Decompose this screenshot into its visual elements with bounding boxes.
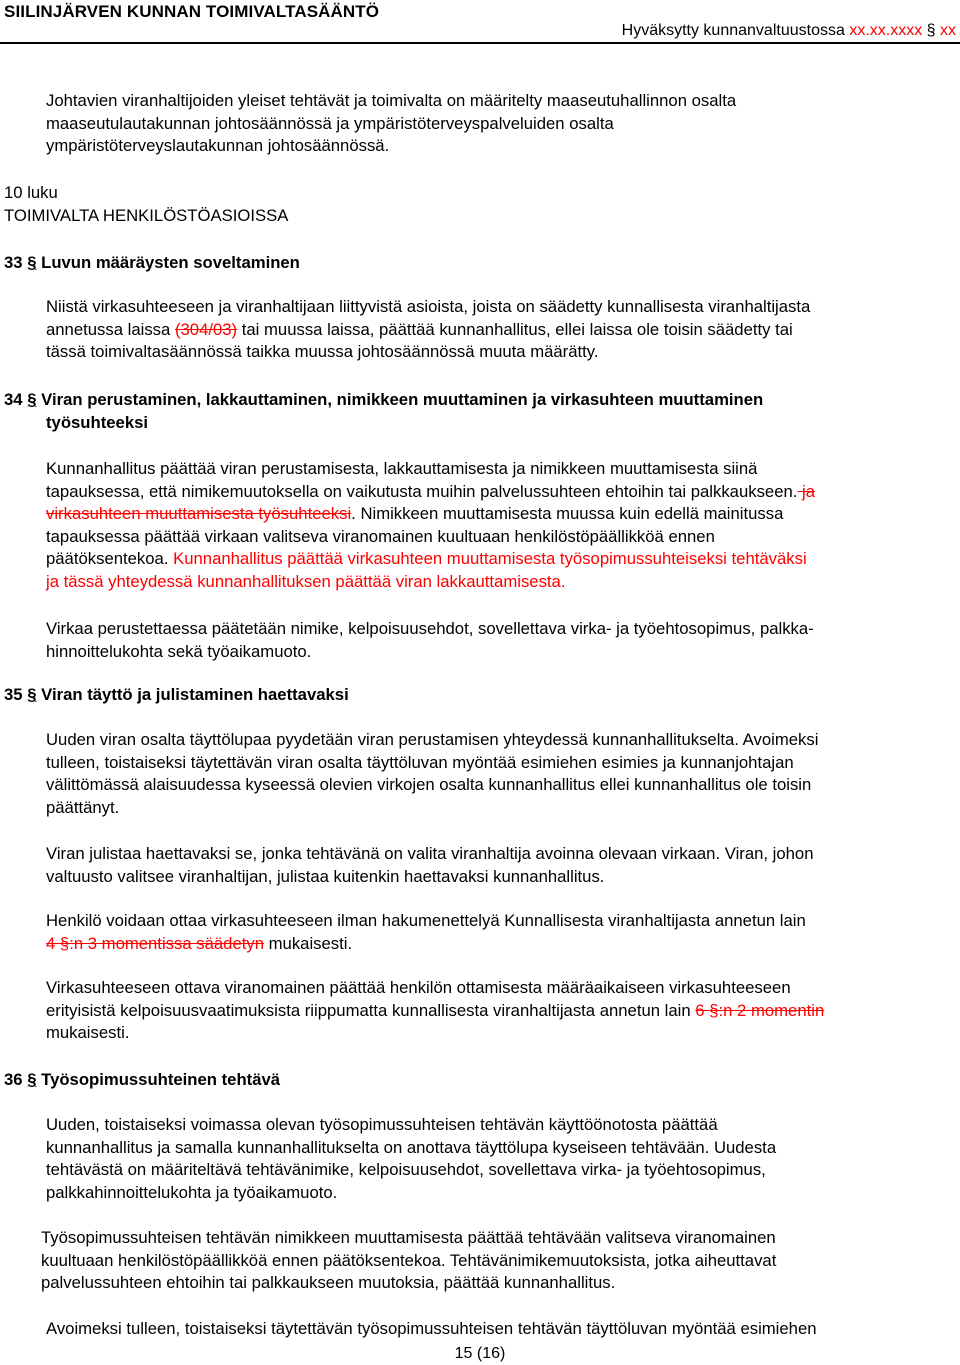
text-span: . Nimikkeen muuttamisesta muussa kuin edellä mainitussa — [351, 504, 784, 524]
text-line: Kunnanhallitus päättää viran perustamisesta, lakkauttamisesta ja nimikkeen muuttamisesta siinä — [46, 459, 758, 478]
approval-date: xx.xx.xxxx — [849, 22, 923, 39]
text-line — [46, 481, 815, 504]
deleted-text: 4 §:n 3 momentissa säädetyn — [46, 933, 264, 953]
text-line: kunnanhallitus ja samalla kunnanhallitukselta on anottava täyttölupa kyseiseen tehtävään. Uudesta — [46, 1137, 777, 1157]
section-36-heading — [4, 1069, 280, 1092]
text-line: mukaisesti. — [46, 1023, 130, 1043]
text-line — [46, 503, 815, 526]
text-line: Uuden viran osalta täyttölupaa pyydetään viran perustamisen yhteydessä kunnanhallitukselta. Avoimeksi — [46, 730, 819, 749]
text-line: Virkasuhteeseen ottava viranomainen päättää henkilön ottamisesta määräaikaiseen virkasuhteeseen — [46, 978, 791, 997]
text-line: tässä toimivaltasäännössä taikka muussa johtosäännössä muuta määrätty. — [46, 342, 599, 362]
page-number: 15 (16) — [454, 1345, 506, 1362]
text-span: tai muussa laissa, päättää kunnanhallitus, ellei laissa ole toisin säädetty tai — [237, 319, 793, 339]
text-line: Uuden, toistaiseksi voimassa olevan työsopimussuhteisen tehtävän käyttöönotosta päättää — [46, 1115, 718, 1134]
section-title: Luvun määräysten soveltaminen — [41, 253, 300, 272]
added-text: Kunnanhallitus päättää virkasuhteen muuttamisesta työsopimussuhteiseksi tehtäväksi — [173, 549, 807, 569]
section-36-paragraph-2 — [41, 1227, 776, 1295]
section-title: Työsopimussuhteinen tehtävä — [41, 1070, 281, 1089]
approval-text: Hyväksytty kunnanvaltuustossa — [621, 22, 850, 39]
page-header — [0, 0, 960, 44]
intro-paragraph — [46, 90, 736, 158]
text-span: annetussa laissa — [46, 319, 175, 339]
section-number: 34 — [4, 390, 23, 409]
text-line — [46, 933, 806, 956]
text-line: valtuusto valitsee viranhaltijan, julistaa kuitenkin haettavaksi kunnanhallitus. — [46, 866, 605, 886]
section-34-paragraph-1 — [46, 458, 815, 594]
section-title: Viran perustaminen, lakkauttaminen, nimikkeen muuttaminen ja virkasuhteen muuttaminen — [41, 390, 764, 409]
text-span: päätöksentekoa. — [46, 549, 174, 569]
section-35-paragraph-3 — [46, 910, 806, 955]
text-line: Virkaa perustettaessa päätetään nimike, kelpoisuusehdot, sovellettava virka- ja työehtosopimus, palkka- — [46, 619, 814, 638]
text-span: erityisistä kelpoisuusvaatimuksista riippumatta kunnallisesta viranhaltijasta annetun lain — [46, 1000, 696, 1020]
chapter-number: 10 luku — [4, 183, 58, 202]
section-34-paragraph-2 — [46, 618, 814, 663]
deleted-text: 6 §:n 2 momentin — [695, 1000, 825, 1020]
section-36-paragraph-3: Avoimeksi tulleen, toistaiseksi täytettävän työsopimussuhteisen tehtävän täyttöluvan myöntää esimiehen — [46, 1319, 817, 1338]
section-35-paragraph-4 — [46, 977, 824, 1045]
text-line: hinnoittelukohta sekä työaikamuoto. — [46, 641, 312, 661]
text-line — [46, 1000, 824, 1023]
chapter-title: TOIMIVALTA HENKILÖSTÖASIOISSA — [4, 206, 289, 225]
text-line: tehtävästä on määriteltävä tehtävänimike, kelpoisuusehdot, sovellettava virka- ja työehtosopimus, — [46, 1160, 766, 1180]
document-title: SIILINJÄRVEN KUNNAN TOIMIVALTASÄÄNTÖ — [4, 2, 380, 21]
section-35-heading — [4, 684, 349, 707]
section-number: 33 — [4, 253, 23, 272]
section-sign: § — [27, 253, 37, 272]
section-35-paragraph-1 — [46, 729, 818, 819]
intro-line: Johtavien viranhaltijoiden yleiset tehtävät ja toimivalta on määritelty maaseutuhallinnon osalta — [46, 91, 737, 110]
text-line — [46, 548, 815, 571]
header-rule — [0, 42, 960, 44]
section-34-heading — [4, 389, 763, 412]
approval-note — [622, 22, 956, 40]
section-number: 36 — [4, 1070, 23, 1089]
text-span: mukaisesti. — [264, 933, 353, 953]
intro-line: maaseutulautakunnan johtosäännössä ja ympäristöterveyspalveluiden osalta — [46, 113, 614, 133]
section-33-heading — [4, 252, 300, 275]
deleted-text: ja — [797, 481, 816, 501]
text-line — [46, 319, 810, 342]
section-sign: § — [27, 685, 37, 704]
text-line: Niistä virkasuhteeseen ja viranhaltijaan liittyvistä asioista, joista on säädetty kunnallisesta viranhaltijasta — [46, 297, 811, 316]
intro-line: ympäristöterveyslautakunnan johtosäännössä. — [46, 136, 390, 156]
section-number: 35 — [4, 685, 23, 704]
text-line: Henkilö voidaan ottaa virkasuhteeseen ilman hakumenettelyä Kunnallisesta viranhaltijasta annetun lain — [46, 911, 806, 930]
text-line: tapauksessa päättää virkaan valitseva viranomainen kuultuaan henkilöstöpäällikköä ennen — [46, 526, 715, 546]
added-text-line: ja tässä yhteydessä kunnanhallituksen päättää viran lakkauttamisesta. — [46, 571, 566, 591]
text-line: Työsopimussuhteisen tehtävän nimikkeen muuttamisesta päättää tehtävään valitseva viranomainen — [41, 1228, 776, 1247]
text-line: Viran julistaa haettavaksi se, jonka tehtävänä on valita viranhaltija avoinna olevaan virkaan. Viran, johon — [46, 844, 814, 863]
section-36-paragraph-1 — [46, 1114, 776, 1204]
text-line: palkkahinnoittelukohta ja työaikamuoto. — [46, 1182, 338, 1202]
section-34-heading-continued: työsuhteeksi — [46, 413, 149, 432]
deleted-text: virkasuhteen muuttamisesta työsuhteeksi — [46, 504, 352, 524]
section-title: Viran täyttö ja julistaminen haettavaksi — [41, 685, 349, 704]
approval-section-sign: § — [922, 22, 940, 39]
approval-number: xx — [940, 22, 956, 39]
section-sign: § — [27, 390, 37, 409]
text-span: tapauksessa, että nimikemuutoksella on vaikutusta muihin palvelussuhteen ehtoihin tai palkkaukseen. — [46, 481, 798, 501]
text-line: kuultuaan henkilöstöpäällikköä ennen päätöksentekoa. Tehtävänimikemuutoksista, jotka aiheuttavat — [41, 1250, 777, 1270]
text-line: tulleen, toistaiseksi täytettävän viran osalta täyttöluvan myöntää esimiehen esimies ja kunnanjohtajan — [46, 752, 794, 772]
text-line: välittömässä alaisuudessa kyseessä olevien virkojen osalta kunnanhallitus ellei kunnanhallitus ole toisin — [46, 775, 812, 795]
section-sign: § — [27, 1070, 37, 1089]
section-33-paragraph — [46, 296, 810, 364]
text-line: palvelussuhteen ehtoihin tai palkkaukseen muutoksia, päättää kunnanhallitus. — [41, 1273, 616, 1293]
text-line: päättänyt. — [46, 797, 120, 817]
deleted-text: (304/03) — [174, 319, 238, 339]
section-35-paragraph-2 — [46, 843, 814, 888]
